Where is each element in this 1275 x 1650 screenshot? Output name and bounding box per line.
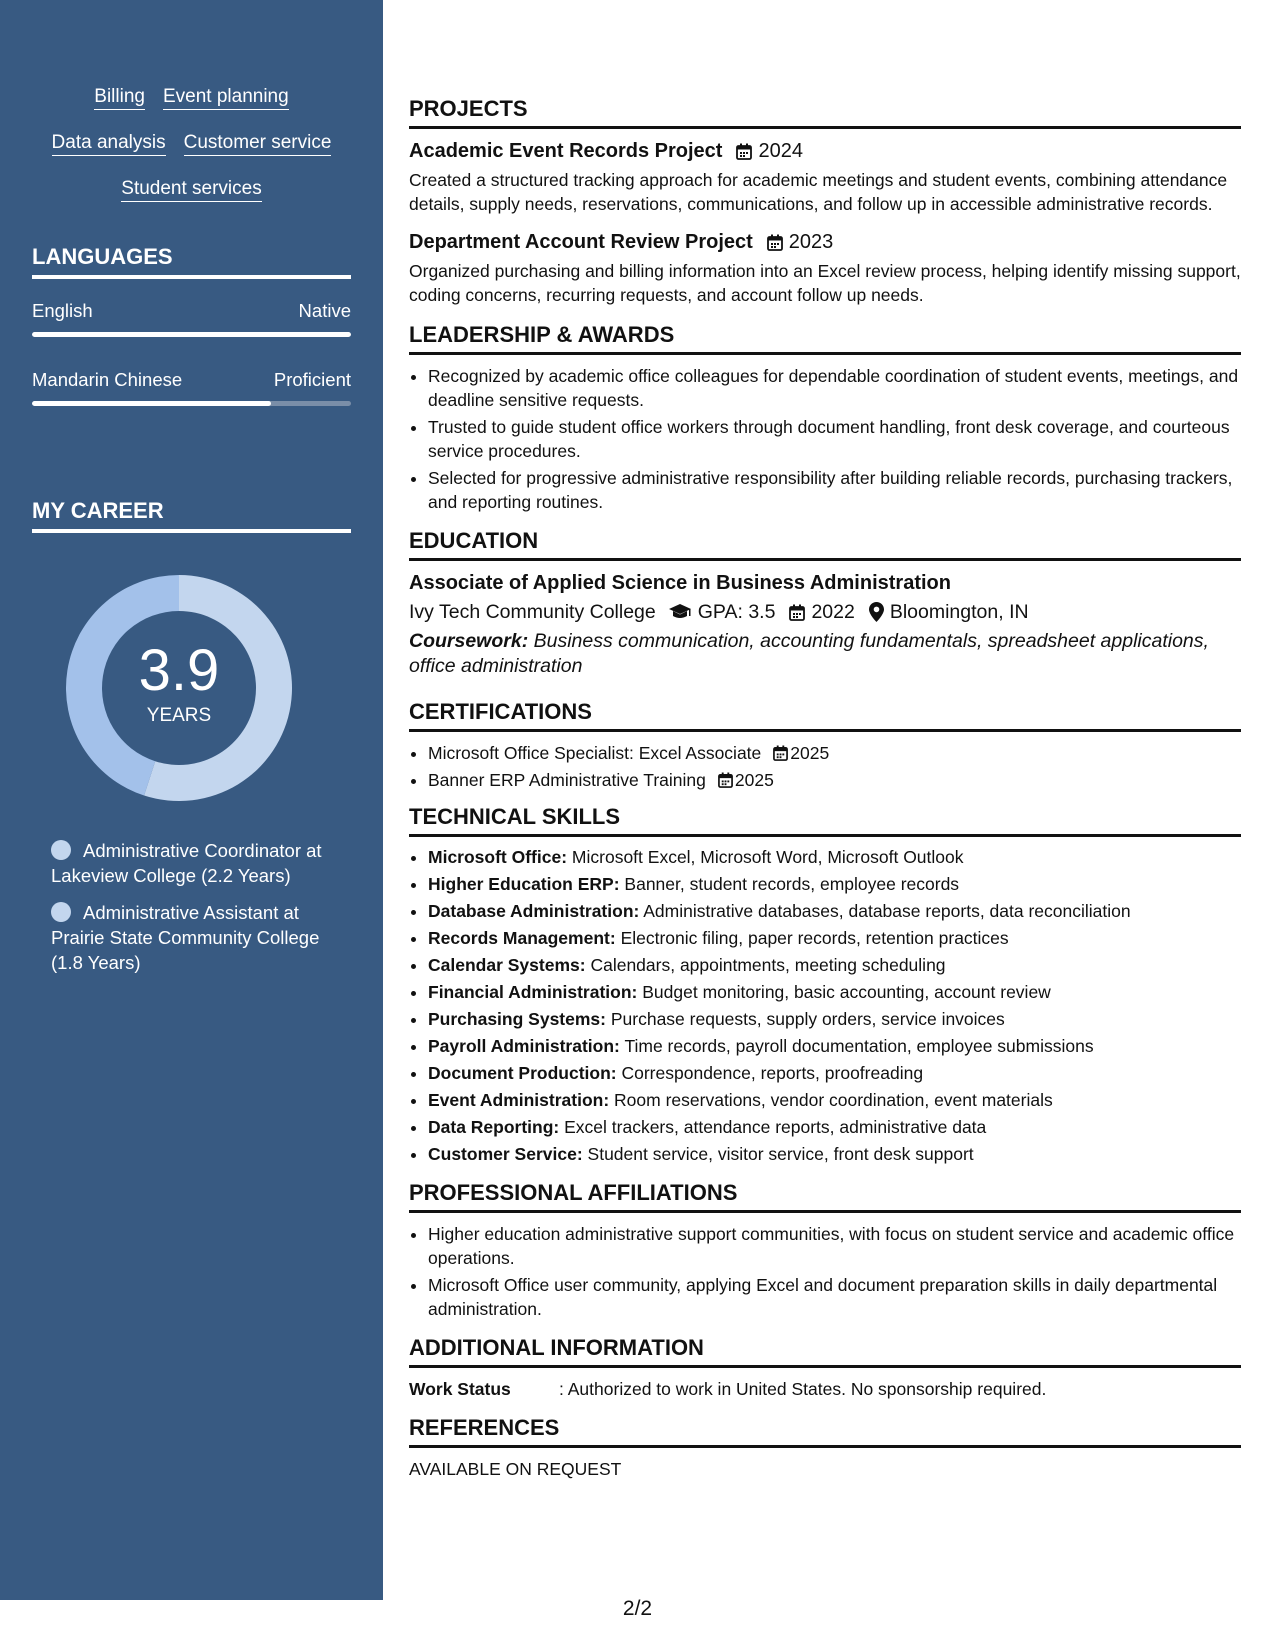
skill-tag: Customer service — [184, 132, 332, 156]
certification-year: 2025 — [734, 770, 774, 790]
skill-tag: Billing — [94, 86, 145, 110]
work-status-value: : Authorized to work in United States. No sponsorship required. — [559, 1379, 1047, 1399]
projects-heading: PROJECTS — [409, 96, 1241, 129]
school-location: Bloomington, IN — [889, 601, 1029, 623]
language-bar — [32, 332, 351, 337]
language-name: English — [32, 300, 93, 321]
page-number: 2/2 — [622, 1597, 653, 1620]
calendar-icon — [789, 604, 805, 621]
degree-title — [409, 570, 1241, 596]
technical-skills-section — [409, 804, 1241, 1166]
career-item-text: Administrative Coordinator at Lakeview College (2.2 Years) — [51, 840, 322, 886]
calendar-icon — [773, 745, 788, 761]
project-description: Organized purchasing and billing information into an Excel review process, helping identify missing support, coding concerns, recurring requests, and account follow up needs. — [409, 261, 1241, 305]
list-item — [428, 845, 1241, 869]
career-item — [51, 838, 351, 888]
location-pin-icon — [869, 602, 884, 622]
leadership-section — [409, 322, 1241, 514]
calendar-icon — [736, 143, 752, 160]
skill-value: Calendars, appointments, meeting scheduling — [590, 955, 946, 975]
project-description: Created a structured tracking approach for academic meetings and student events, combining attendance details, supply needs, reservations, communications, and follow up in accessible administrative records. — [409, 170, 1228, 214]
skill-label: Data Reporting: — [428, 1117, 560, 1137]
list-item — [428, 1142, 1241, 1166]
skill-label: Event Administration: — [428, 1090, 610, 1110]
graduation-year: 2022 — [811, 601, 855, 623]
coursework — [409, 629, 1241, 679]
certification-year: 2025 — [790, 743, 830, 763]
language-bar-fill — [32, 401, 271, 406]
list-item — [428, 899, 1241, 923]
project-name: Academic Event Records Project — [409, 140, 723, 162]
list-item — [428, 741, 1241, 765]
language-level: Native — [298, 300, 351, 321]
coursework-label: Coursework: — [409, 630, 529, 652]
certification-name: Banner ERP Administrative Training — [428, 770, 706, 790]
list-item — [428, 1007, 1241, 1031]
list-item: • Trusted to guide student office workers through document handling, front desk coverage, and courteous service procedures. — [428, 415, 1241, 463]
list-item — [428, 1115, 1241, 1139]
affiliations-section — [409, 1180, 1241, 1321]
list-item: • Higher education administrative support communities, with focus on student service and academic office operations. — [428, 1222, 1241, 1270]
skill-label: Financial Administration: — [428, 982, 638, 1002]
list-item — [428, 1088, 1241, 1112]
work-status-label: Work Status — [409, 1379, 511, 1399]
technical-skills-list — [409, 845, 1241, 1166]
leadership-heading: LEADERSHIP & AWARDS — [409, 322, 1241, 355]
language-name: Mandarin Chinese — [32, 369, 183, 390]
language-level: Proficient — [273, 369, 351, 390]
list-item — [428, 1034, 1241, 1058]
certifications-section — [409, 699, 1241, 792]
education-section — [409, 528, 1241, 679]
list-item: • Selected for progressive administrative responsibility after building reliable records, purchasing trackers, and reporting routines. — [428, 466, 1241, 514]
degree-name: Associate of Applied Science in Business Administration — [409, 572, 951, 594]
sidebar — [0, 0, 383, 1600]
language-bar — [32, 401, 351, 406]
career-dot-icon — [51, 840, 71, 860]
skill-label: Document Production: — [428, 1063, 617, 1083]
career-list — [51, 838, 351, 987]
career-heading: MY CAREER — [32, 498, 351, 533]
gpa: GPA: 3.5 — [697, 601, 776, 623]
work-status-row — [409, 1377, 1241, 1401]
leadership-list — [409, 364, 1241, 514]
career-dot-icon — [51, 902, 71, 922]
skill-value: Electronic filing, paper records, retention practices — [620, 928, 1009, 948]
skill-tag: Student services — [121, 178, 261, 202]
skill-label: Payroll Administration: — [428, 1036, 620, 1056]
language-mandarin — [32, 369, 351, 406]
skill-label: Calendar Systems: — [428, 955, 586, 975]
skill-label: Higher Education ERP: — [428, 874, 620, 894]
skill-tag: Event planning — [163, 86, 289, 110]
skill-value: Banner, student records, employee records — [624, 874, 960, 894]
career-donut-chart — [66, 575, 292, 801]
references-text: AVAILABLE ON REQUEST — [409, 1459, 622, 1479]
list-item — [428, 953, 1241, 977]
skill-value: Student service, visitor service, front desk support — [587, 1144, 974, 1164]
project-title — [409, 138, 1241, 164]
skill-value: Microsoft Excel, Microsoft Word, Microsoft Outlook — [571, 847, 964, 867]
main-content — [409, 96, 1241, 1481]
career-item-text: Administrative Assistant at Prairie State Community College (1.8 Years) — [51, 902, 320, 973]
references-heading: REFERENCES — [409, 1415, 1241, 1448]
project-year: 2024 — [758, 140, 803, 162]
additional-info-heading: ADDITIONAL INFORMATION — [409, 1335, 1241, 1368]
list-item — [428, 980, 1241, 1004]
skill-label: Customer Service: — [428, 1144, 583, 1164]
skill-value: Purchase requests, supply orders, service invoices — [610, 1009, 1005, 1029]
career-total-years: 3.9 — [138, 638, 220, 703]
skill-tag: Data analysis — [52, 132, 166, 156]
certification-name: Microsoft Office Specialist: Excel Associate — [428, 743, 762, 763]
languages-heading: LANGUAGES — [32, 244, 351, 279]
affiliations-heading: PROFESSIONAL AFFILIATIONS — [409, 1180, 1241, 1213]
education-heading: EDUCATION — [409, 528, 1241, 561]
education-details — [409, 599, 1241, 625]
graduation-cap-icon — [668, 603, 692, 621]
project-name: Department Account Review Project — [409, 231, 753, 253]
list-item — [428, 1061, 1241, 1085]
skill-value: Administrative databases, database reports, data reconciliation — [643, 901, 1131, 921]
technical-skills-heading: TECHNICAL SKILLS — [409, 804, 1241, 837]
additional-info-section — [409, 1335, 1241, 1401]
list-item: • Recognized by academic office colleagues for dependable coordination of student events, meetings, and deadline sensitive requests. — [428, 364, 1241, 412]
language-bar-fill — [32, 332, 351, 337]
skills-row — [32, 132, 351, 156]
affiliations-list — [409, 1222, 1241, 1321]
skill-label: Database Administration: — [428, 901, 640, 921]
list-item — [428, 926, 1241, 950]
list-item: • Microsoft Office user community, applying Excel and document preparation skills in daily departmental administration. — [428, 1273, 1241, 1321]
skill-value: Room reservations, vendor coordination, event materials — [614, 1090, 1053, 1110]
school-name: Ivy Tech Community College — [409, 601, 656, 623]
certifications-list — [409, 741, 1241, 792]
project-year: 2023 — [788, 231, 834, 253]
skill-value: Budget monitoring, basic accounting, account review — [642, 982, 1051, 1002]
skill-value: Correspondence, reports, proofreading — [621, 1063, 924, 1083]
skill-label: Records Management: — [428, 928, 616, 948]
skill-label: Purchasing Systems: — [428, 1009, 606, 1029]
calendar-icon — [767, 234, 783, 251]
career-item — [51, 900, 351, 975]
calendar-icon — [718, 772, 733, 788]
certifications-heading: CERTIFICATIONS — [409, 699, 1241, 732]
coursework-text: Business communication, accounting fundamentals, spreadsheet applications, office administration — [409, 630, 1209, 677]
skill-value: Time records, payroll documentation, employee submissions — [624, 1036, 1094, 1056]
skills-row — [32, 86, 351, 110]
skill-label: Microsoft Office: — [428, 847, 568, 867]
skills-tags — [32, 86, 351, 202]
projects-section — [409, 96, 1241, 307]
list-item — [428, 872, 1241, 896]
language-english — [32, 300, 351, 337]
career-years-label: YEARS — [146, 705, 212, 726]
references-section — [409, 1415, 1241, 1481]
skills-row — [32, 178, 351, 202]
list-item — [428, 768, 1241, 792]
skill-value: Excel trackers, attendance reports, administrative data — [564, 1117, 987, 1137]
project-title — [409, 229, 1241, 255]
